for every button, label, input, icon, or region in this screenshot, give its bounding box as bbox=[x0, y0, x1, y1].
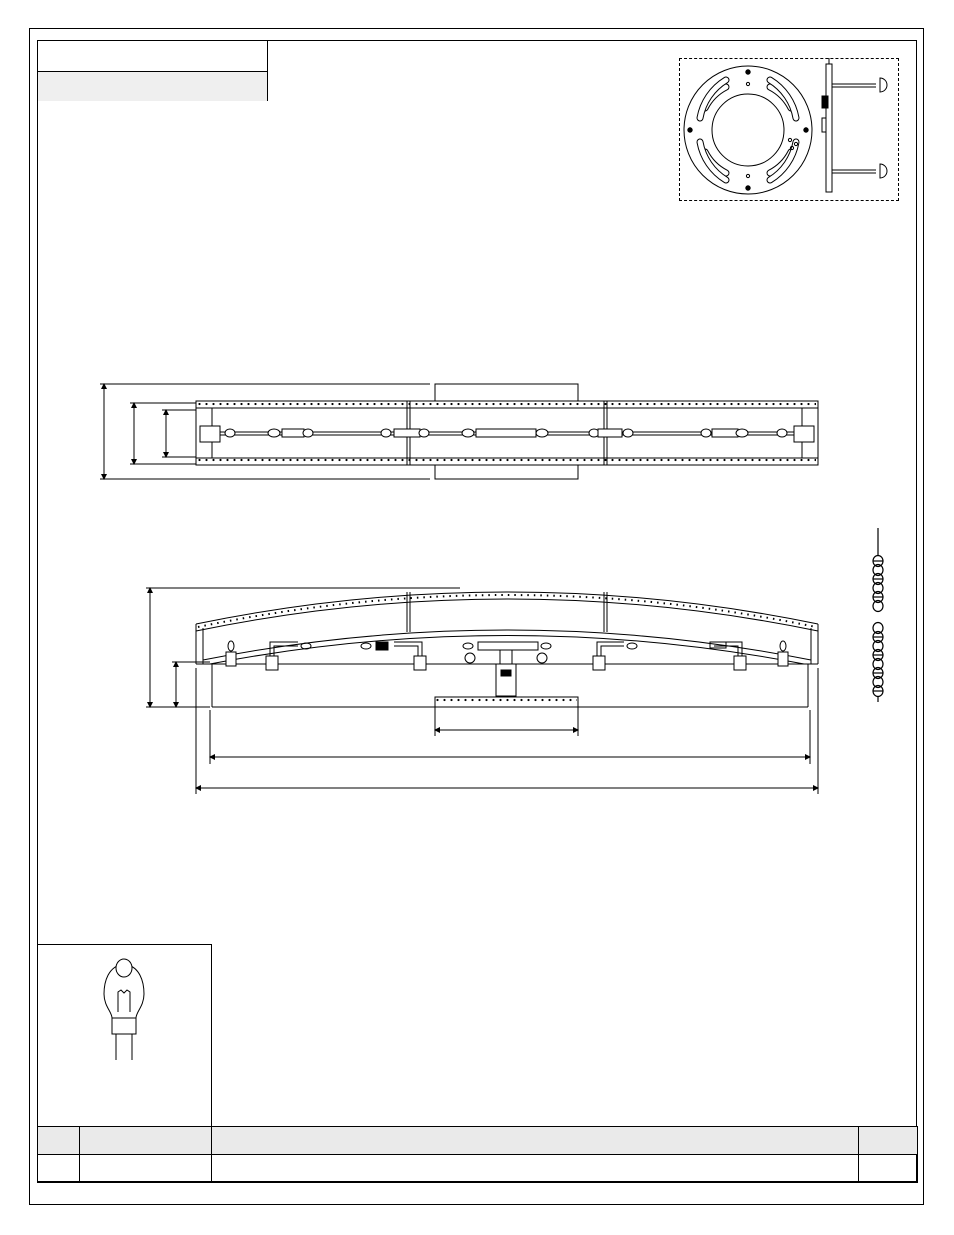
bulb-icon bbox=[104, 959, 144, 1060]
chain-icon bbox=[873, 528, 883, 702]
fixture-front-view-icon bbox=[146, 588, 818, 794]
mounting-plate-icon bbox=[684, 58, 887, 194]
fixture-top-view-icon bbox=[100, 384, 818, 479]
